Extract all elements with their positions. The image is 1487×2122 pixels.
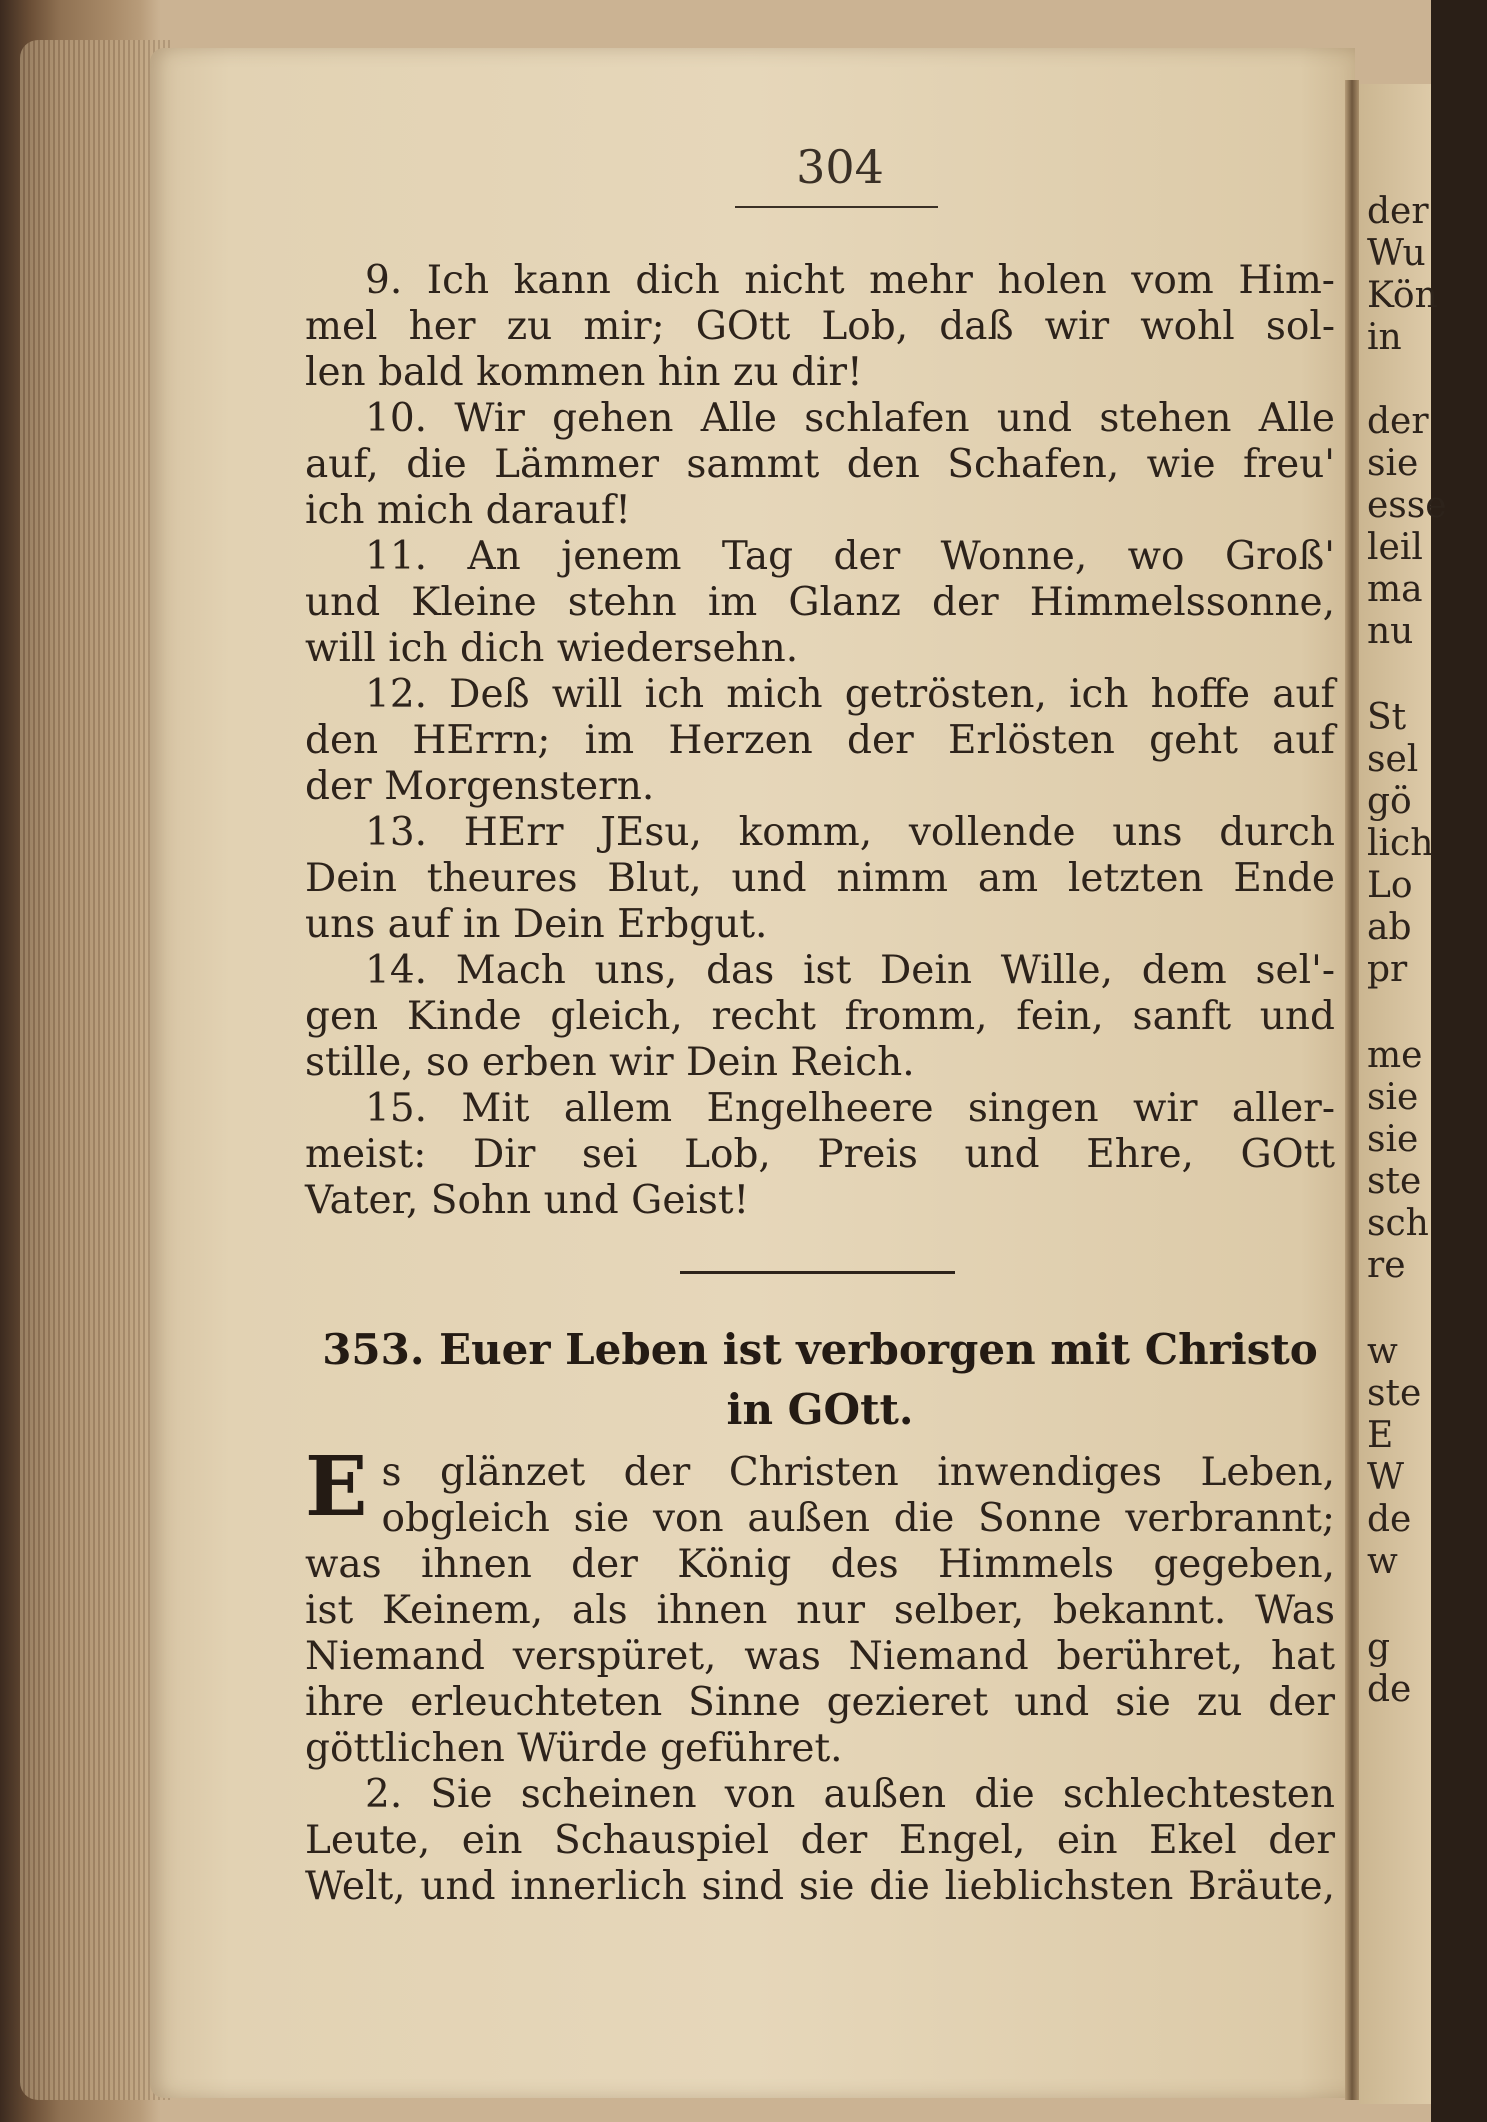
header-rule bbox=[735, 206, 938, 208]
verse-line: der Morgenstern. bbox=[305, 764, 655, 809]
right-page-fragment: gö bbox=[1367, 781, 1412, 822]
right-page-fragment: leil bbox=[1367, 527, 1423, 568]
hymn-line: Niemand verspüret, was Niemand berühret, hat bbox=[305, 1634, 1335, 1679]
hymn-line: s glänzet der Christen inwendiges Leben, bbox=[381, 1450, 1335, 1495]
verse-line: mel her zu mir; GOtt Lob, daß wir wohl sol- bbox=[305, 304, 1335, 349]
right-page-fragment: sie bbox=[1367, 443, 1419, 484]
right-page-fragment: ma bbox=[1367, 569, 1423, 610]
verse-line: 14. Mach uns, das ist Dein Wille, dem sel'- bbox=[365, 948, 1335, 993]
hymn-line: ist Keinem, als ihnen nur selber, bekannt. Was bbox=[305, 1588, 1335, 1633]
verses-block bbox=[305, 258, 1335, 1224]
verse-line: 13. HErr JEsu, komm, vollende uns durch bbox=[365, 810, 1335, 855]
right-page-fragment: W bbox=[1367, 1457, 1405, 1498]
right-page-fragment: Kön bbox=[1367, 275, 1438, 316]
verse-line: und Kleine stehn im Glanz der Himmelssonne, bbox=[305, 580, 1335, 625]
hymn-title-line1: 353. Euer Leben ist verborgen mit Christo bbox=[322, 1325, 1318, 1374]
hymn-line: Welt, und innerlich sind sie die lieblichsten Bräute, bbox=[305, 1864, 1335, 1909]
right-page-fragment: w bbox=[1367, 1541, 1398, 1582]
right-page-fragment: ab bbox=[1367, 907, 1412, 948]
right-page-edge bbox=[1359, 84, 1447, 2104]
right-page-fragment: sie bbox=[1367, 1119, 1419, 1160]
drop-cap: E bbox=[305, 1439, 368, 1535]
verse-line: ich mich darauf! bbox=[305, 488, 631, 533]
right-page-fragment: Lo bbox=[1367, 865, 1413, 906]
right-page-fragment: der bbox=[1367, 401, 1429, 442]
right-page-fragment: esse bbox=[1367, 485, 1447, 526]
right-page-fragment: re bbox=[1367, 1245, 1406, 1286]
verse-line: meist: Dir sei Lob, Preis und Ehre, GOtt bbox=[305, 1132, 1335, 1177]
right-page-fragment: St bbox=[1367, 697, 1407, 738]
verse-line: gen Kinde gleich, recht fromm, fein, sanft und bbox=[305, 994, 1335, 1039]
verse-line: 15. Mit allem Engelheere singen wir aller- bbox=[365, 1086, 1335, 1131]
right-page-fragment: me bbox=[1367, 1035, 1423, 1076]
verse-line: stille, so erben wir Dein Reich. bbox=[305, 1040, 915, 1085]
verse-line: auf, die Lämmer sammt den Schafen, wie freu' bbox=[305, 442, 1335, 487]
right-page-fragment: pr bbox=[1367, 949, 1408, 990]
verse-line: 9. Ich kann dich nicht mehr holen vom Him- bbox=[365, 258, 1335, 303]
right-page-fragment: sie bbox=[1367, 1077, 1419, 1118]
right-page-fragment: g bbox=[1367, 1627, 1391, 1668]
verse-line: will ich dich wiedersehn. bbox=[305, 626, 799, 671]
verse-line: len bald kommen hin zu dir! bbox=[305, 350, 863, 395]
hymn-line: ihre erleuchteten Sinne gezieret und sie zu der bbox=[305, 1680, 1335, 1725]
hymn-line: göttlichen Würde geführet. bbox=[305, 1726, 843, 1771]
right-page-fragment: Wu bbox=[1367, 233, 1426, 274]
verse-line: Vater, Sohn und Geist! bbox=[305, 1178, 750, 1223]
right-page-fragment: nu bbox=[1367, 611, 1414, 652]
verse-line: uns auf in Dein Erbgut. bbox=[305, 902, 768, 947]
right-page-fragment: in bbox=[1367, 317, 1402, 358]
right-page-fragment: ste bbox=[1367, 1161, 1422, 1202]
verse-line: 10. Wir gehen Alle schlafen und stehen Alle bbox=[365, 396, 1335, 441]
verse-line: 12. Deß will ich mich getrösten, ich hoffe auf bbox=[365, 672, 1335, 717]
page-number: 304 bbox=[796, 140, 884, 194]
verse-line: 11. An jenem Tag der Wonne, wo Groß' bbox=[365, 534, 1335, 579]
hymn-line: was ihnen der König des Himmels gegeben, bbox=[305, 1542, 1335, 1587]
right-page-fragment: w bbox=[1367, 1331, 1398, 1372]
right-page-fragment: der bbox=[1367, 191, 1429, 232]
hymn-line: obgleich sie von außen die Sonne verbrannt; bbox=[381, 1496, 1335, 1541]
verse-line: Dein theures Blut, und nimm am letzten Ende bbox=[305, 856, 1335, 901]
right-page-fragment: de bbox=[1367, 1499, 1412, 1540]
hymn-body bbox=[305, 1439, 1335, 1910]
hymn-line: 2. Sie scheinen von außen die schlechtesten bbox=[365, 1772, 1335, 1817]
book-gutter bbox=[1345, 80, 1359, 2100]
right-page-fragment: de bbox=[1367, 1669, 1412, 1710]
section-separator bbox=[680, 1271, 955, 1274]
right-page-fragment: lich bbox=[1367, 823, 1434, 864]
hymn-line: Leute, ein Schauspiel der Engel, ein Ekel der bbox=[305, 1818, 1335, 1863]
right-page-fragment: ste bbox=[1367, 1373, 1422, 1414]
page-edges bbox=[20, 40, 170, 2100]
right-page-fragment: sch bbox=[1367, 1203, 1429, 1244]
hymn-title-line2: in GOtt. bbox=[726, 1385, 914, 1434]
verse-line: den HErrn; im Herzen der Erlösten geht auf bbox=[305, 718, 1335, 763]
right-page-fragment: sel bbox=[1367, 739, 1419, 780]
right-page-fragment: E bbox=[1367, 1415, 1394, 1456]
